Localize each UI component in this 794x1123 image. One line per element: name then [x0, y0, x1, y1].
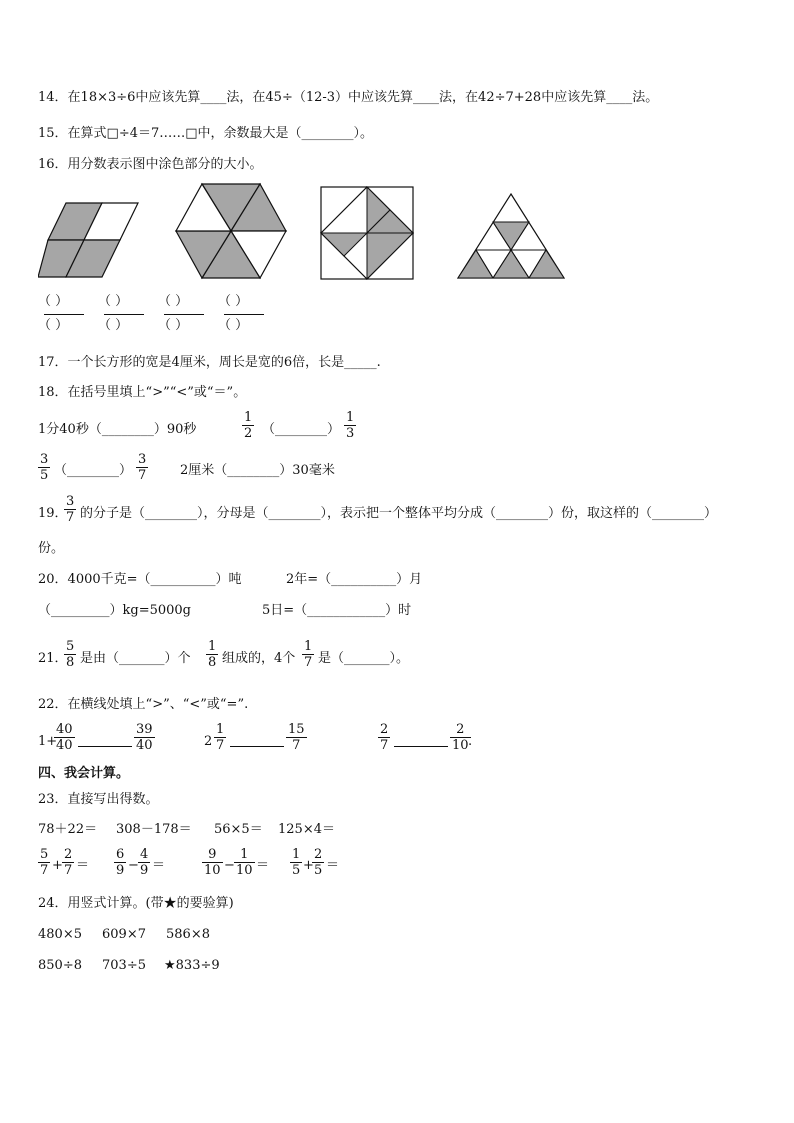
question-24: 24．用竖式计算。(带★的要验算)	[38, 896, 234, 911]
hexagon-figure	[174, 182, 288, 280]
q18-item-d: 2厘米（________）30毫米	[180, 463, 335, 478]
answer-blank-4-bottom[interactable]: （ ）	[218, 318, 249, 333]
question-16: 16．用分数表示图中涂色部分的大小。	[38, 157, 263, 172]
q18-item-c-blank[interactable]: （________）	[54, 463, 133, 478]
fraction-1-7: 1 7	[304, 639, 313, 670]
section-heading: 四、我会计算。	[38, 766, 130, 781]
fraction-9-10: 9 10	[204, 847, 221, 878]
answer-blank-2-bottom[interactable]: （ ）	[98, 318, 129, 333]
answer-blank-3-top[interactable]: （ ）	[158, 294, 189, 309]
calc-item: 586×8	[166, 927, 210, 942]
q20-item-c: （_________）kg=5000g	[38, 603, 191, 618]
fraction-2-7: 2 7	[64, 847, 73, 878]
answer-blank-4-top[interactable]: （ ）	[218, 294, 249, 309]
fraction-4-9: 4 9	[140, 847, 149, 878]
question-22: 22．在横线处填上“>”、“<”或“=”.	[38, 697, 249, 712]
calc-item: ★833÷9	[164, 958, 220, 973]
question-18: 18．在括号里填上“>”“<”或“＝”。	[38, 385, 247, 400]
calc-item: 56×5＝	[214, 822, 263, 837]
calc-item: 125×4＝	[278, 822, 335, 837]
question-21-text-1: 是由（_______）个	[80, 651, 191, 666]
question-19-end: 份。	[38, 541, 65, 556]
q18-item-b-blank[interactable]: （________）	[262, 422, 341, 437]
fraction-bar	[164, 314, 204, 315]
fraction-5-7: 5 7	[40, 847, 49, 878]
question-21-text-3: 是（_______）。	[318, 651, 410, 666]
question-19-text: 的分子是（________），分母是（________），表示把一个整体平均分成（________）份，取这样的（________）	[80, 506, 718, 521]
fraction-1-5: 1 5	[292, 847, 301, 878]
q20-item-d: 5日=（____________）时	[262, 603, 412, 618]
calc-item: 480×5	[38, 927, 82, 942]
fraction-5-8: 5 8	[66, 639, 75, 670]
q20-item-a: 20．4000千克=（__________）吨	[38, 572, 242, 587]
q22-b-whole: 2	[204, 734, 213, 749]
answer-blank-3-bottom[interactable]: （ ）	[158, 318, 189, 333]
fraction-6-9: 6 9	[116, 847, 125, 878]
calc-item: 78＋22＝	[38, 822, 98, 837]
answer-blank-1-bottom[interactable]: （ ）	[38, 318, 69, 333]
fraction-1-10: 1 10	[236, 847, 253, 878]
fraction-2-10: 2 10	[452, 722, 469, 753]
question-15: 15．在算式□÷4＝7……□中，余数最大是（________）。	[38, 126, 374, 141]
q18-item-a: 1分40秒（________）90秒	[38, 422, 197, 437]
plus-sign: +	[52, 858, 63, 873]
q20-item-b: 2年=（__________）月	[286, 572, 423, 587]
plus-sign: +	[303, 858, 314, 873]
fraction-1-3: 1 3	[346, 410, 355, 441]
fraction-bar	[224, 314, 264, 315]
fraction-1-7: 1 7	[216, 722, 225, 753]
question-19-number: 19．	[38, 506, 68, 521]
calc-item: 703÷5	[102, 958, 146, 973]
question-17: 17．一个长方形的宽是4厘米，周长是宽的6倍，长是_____.	[38, 355, 381, 370]
answer-blank-1-top[interactable]: （ ）	[38, 294, 69, 309]
calc-item: 850÷8	[38, 958, 82, 973]
equals-sign: ＝	[76, 858, 90, 873]
question-14: 14．在18×3÷6中应该先算____法，在45÷（12-3）中应该先算____法，在42÷7+28中应该先算____法。	[38, 90, 659, 105]
equals-sign: ＝	[256, 858, 270, 873]
fraction-1-8: 1 8	[208, 639, 217, 670]
triangle-figure	[456, 192, 566, 280]
minus-sign: −	[224, 858, 235, 873]
fraction-2-7: 2 7	[380, 722, 389, 753]
compare-blank-c[interactable]	[394, 746, 448, 747]
answer-blank-2-top[interactable]: （ ）	[98, 294, 129, 309]
fraction-3-7: 3 7	[66, 494, 75, 525]
fraction-1-2: 1 2	[244, 410, 253, 441]
fraction-39-40: 39 40	[136, 722, 153, 753]
question-21-number: 21．	[38, 651, 68, 666]
fraction-bar	[44, 314, 84, 315]
fraction-3-5: 3 5	[40, 452, 49, 483]
fraction-bar	[104, 314, 144, 315]
fraction-40-40: 40 40	[56, 722, 73, 753]
fraction-15-7: 15 7	[288, 722, 305, 753]
parallelogram-figure	[38, 200, 142, 280]
q22-a-prefix: 1+	[38, 734, 58, 749]
compare-blank-b[interactable]	[230, 746, 284, 747]
compare-blank-a[interactable]	[78, 746, 132, 747]
fraction-2-5: 2 5	[314, 847, 323, 878]
question-21-text-2: 组成的，4个	[222, 651, 296, 666]
square-figure	[320, 186, 414, 280]
question-23: 23．直接写出得数。	[38, 792, 159, 807]
q22-end-period: .	[468, 734, 473, 749]
fraction-3-7: 3 7	[138, 452, 147, 483]
minus-sign: −	[128, 858, 139, 873]
calc-item: 609×7	[102, 927, 146, 942]
equals-sign: ＝	[152, 858, 166, 873]
calc-item: 308－178＝	[116, 822, 192, 837]
equals-sign: ＝	[326, 858, 340, 873]
